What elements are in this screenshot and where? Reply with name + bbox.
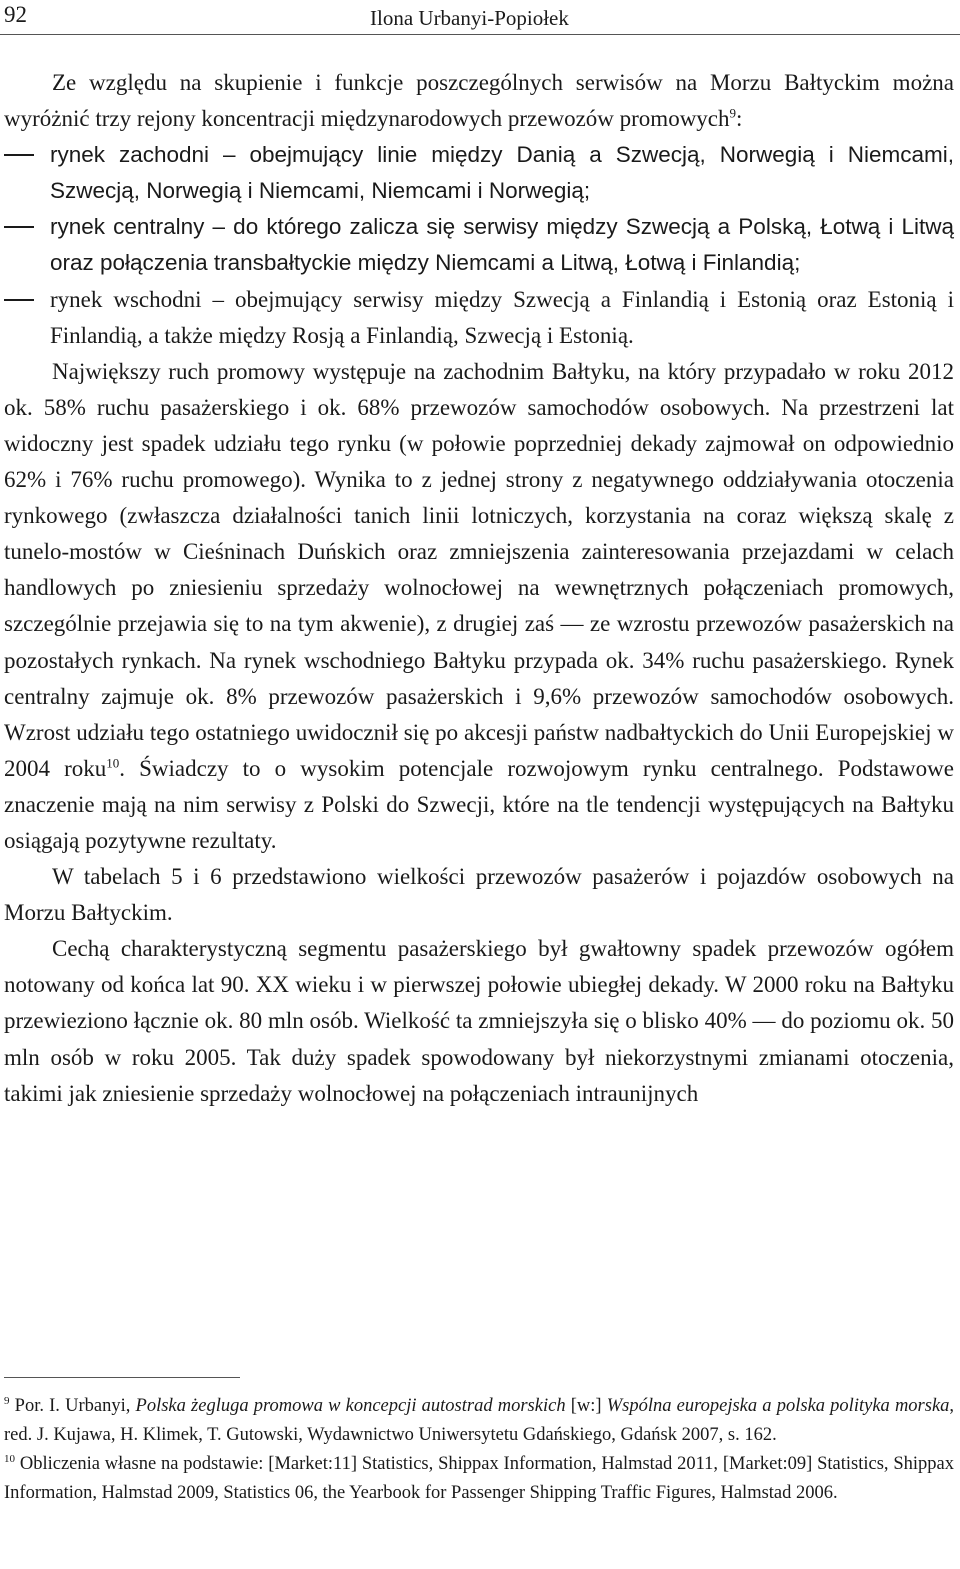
header-rule [0, 34, 960, 35]
paragraph-1 [4, 65, 954, 137]
list-item-text: rynek wschodni – obejmujący serwisy między Szwecją a Finlandią i Estonią oraz Estonią i Finlandią, a także między Rosją a Finlandią, Szwecją i Estonią. [50, 286, 954, 348]
footnote-9-text-c: , red. J. Kujawa, H. Klimek, T. Gutowski, Wydawnictwo Uniwersytetu Gdańskiego, Gdańsk 2007, s. 162. [4, 1396, 955, 1445]
footnote-9 [4, 1392, 954, 1450]
footnote-9-book: Wspólna europejska a polska polityka morska [606, 1396, 950, 1416]
footnote-ref-10[interactable]: 10 [106, 755, 120, 771]
paragraph-1-end: : [736, 106, 743, 132]
paragraph-2-end: . Świadczy to o wysokim potencjale rozwojowym rynku centralnego. Podstawowe znaczenie mają na nim serwisy z Polski do Szwecji, które na tle tendencji występujących na Bałtyku osiągają pozytywne rezultaty. [4, 755, 954, 853]
footnote-9-text-a: Por. I. Urbanyi, [14, 1396, 131, 1416]
list-item [4, 209, 954, 281]
paragraph-1-text: Ze względu na skupienie i funkcje poszczególnych serwisów na Morzu Bałtyckim można wyróżnić trzy rejony koncentracji międzynarodowych przewozów promowych [4, 70, 954, 132]
paragraph-2 [4, 354, 954, 859]
list-item-text: rynek centralny – do którego zalicza się serwisy między Szwecją a Polską, Łotwą i Litwą oraz połączenia transbałtyckie między Niemcami a Litwą, Łotwą i Finlandią; [50, 214, 954, 276]
list-item-text: rynek zachodni – obejmujący linie między Danią a Szwecją, Norwegią i Niemcami, Szwecją, Norwegią i Niemcami, Niemcami i Norwegią; [50, 142, 954, 204]
page-header [0, 0, 960, 38]
dash-bullet [4, 154, 34, 156]
footnotes [4, 1392, 954, 1508]
footnote-9-number: 9 [4, 1394, 10, 1407]
paragraph-2-text: Największy ruch promowy występuje na zachodnim Bałtyku, na który przypadało w roku 2012 ok. 58% ruchu pasażerskiego i ok. 68% przewozów samochodów osobowych. Na przestrzeni lat widoczny jest spadek udziału tego rynku (w połowie poprzedniej dekady zajmował on odpowiednio 62% i 76% ruchu promowego). Wynika to z jednej strony z negatywnego oddziaływania otoczenia rynkowego (zwłaszcza działalności tanich linii lotniczych, korzystania na coraz większą skalę z tunelo-mostów w Cieśninach Duńskich oraz zmniejszenia zainteresowania przejazdami w celach handlowych po zniesieniu sprzedaży wolnocłowej na wewnętrznych połączeniach promowych, szczególnie przejawia się to na tym akwenie), z drugiej zaś — ze wzrostu przewozów pasażerskich na pozostałych rynkach. Na rynek wschodniego Bałtyku przypada ok. 34% ruchu pasażerskiego. Rynek centralny zajmuje ok. 8% przewozów pasażerskich i 9,6% przewozów samochodów osobowych. Wzrost udziału tego ostatniego uwidocznił się po akcesji państw nadbałtyckich do Unii Europejskiej w 2004 roku [4, 358, 954, 781]
list-item [4, 137, 954, 209]
dash-bullet [4, 299, 34, 301]
page-number: 92 [4, 2, 27, 27]
paragraph-3: W tabelach 5 i 6 przedstawiono wielkości przewozów pasażerów i pojazdów osobowych na Morzu Bałtyckim. [4, 864, 954, 926]
running-head: Ilona Urbanyi-Popiołek [370, 6, 569, 30]
footnote-rule [4, 1377, 240, 1378]
list-item [4, 282, 954, 354]
footnote-9-title: Polska żegluga promowa w koncepcji autostrad morskich [135, 1396, 566, 1416]
footnote-9-text-b: [w:] [570, 1396, 602, 1416]
footnote-10-text: Obliczenia własne na podstawie: [Market:11] Statistics, Shippax Information, Halmstad 2011, [Market:09] Statistics, Shippax Information, Halmstad 2009, Statistics 06, the Yearbook for Passenger Shipping Traffic Figures, Halmstad 2006. [4, 1454, 955, 1503]
dash-bullet [4, 226, 34, 228]
market-list [4, 137, 954, 354]
footnote-10-number: 10 [4, 1452, 15, 1465]
footnote-10 [4, 1450, 954, 1508]
main-text [4, 65, 954, 1112]
footnote-ref-9[interactable]: 9 [729, 105, 737, 121]
paragraph-4: Cechą charakterystyczną segmentu pasażerskiego był gwałtowny spadek przewozów ogółem notowany od końca lat 90. XX wieku i w pierwszej połowie ubiegłej dekady. W 2000 roku na Bałtyku przewieziono łącznie ok. 80 mln osób. Wielkość ta zmniejszyła się o blisko 40% — do poziomu ok. 50 mln osób w roku 2005. Tak duży spadek spowodowany był niekorzystnymi zmianami otoczenia, takimi jak zniesienie sprzedaży wolnocłowej na połączeniach intraunijnych [4, 936, 954, 1106]
